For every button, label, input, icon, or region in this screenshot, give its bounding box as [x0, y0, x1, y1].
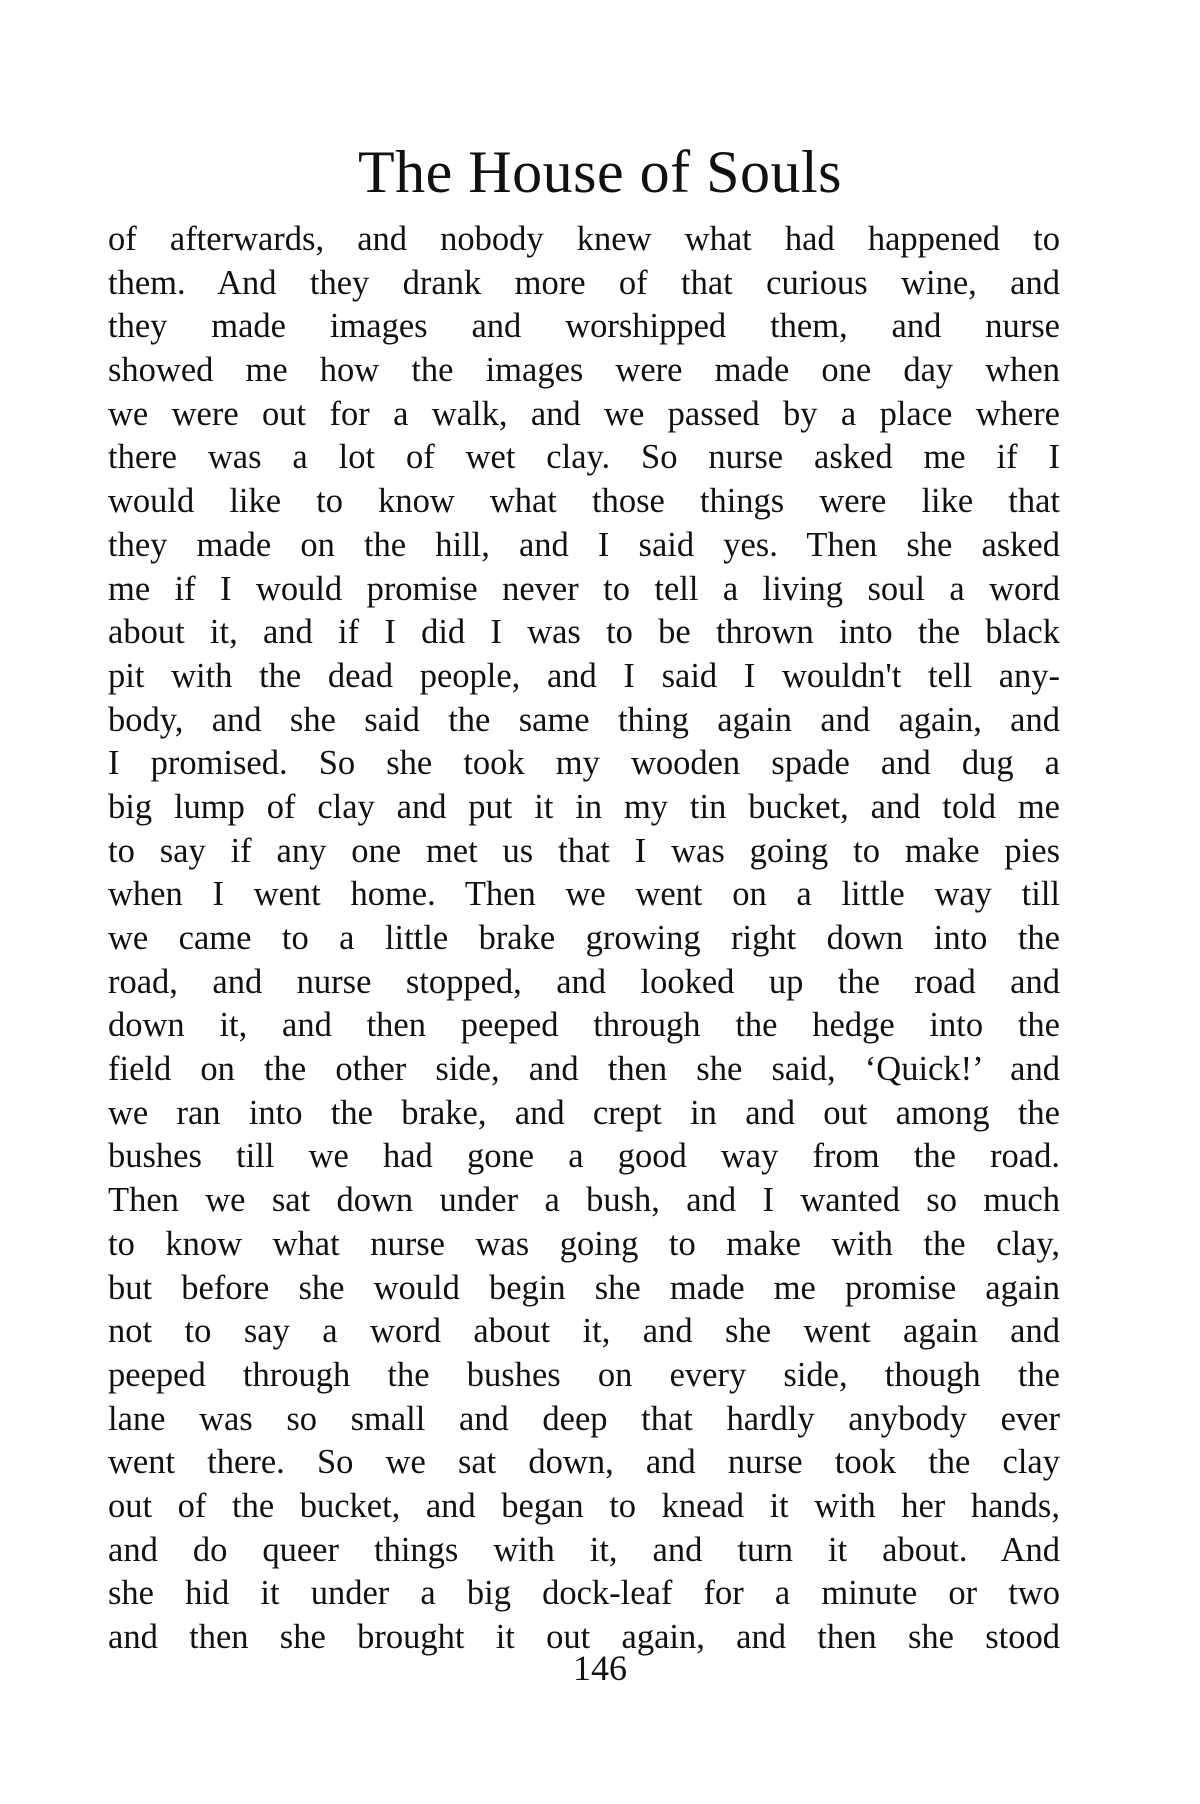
text-line: when I went home. Then we went on a little way till	[108, 875, 1060, 914]
text-line: she hid it under a big dock-leaf for a minute or two	[108, 1574, 1060, 1613]
text-line: we ran into the brake, and crept in and out among the	[108, 1093, 1060, 1132]
text-line: body, and she said the same thing again and again, and	[108, 700, 1060, 739]
text-line: Then we sat down under a bush, and I wanted so much	[108, 1181, 1060, 1220]
text-line: and then she brought it out again, and then she stood	[108, 1618, 1060, 1656]
text-line: there was a lot of wet clay. So nurse asked me if I	[108, 438, 1060, 477]
text-line: to say if any one met us that I was going to make pies	[108, 831, 1060, 870]
text-line: we came to a little brake growing right down into the	[108, 919, 1060, 957]
text-line: would like to know what those things were like that	[108, 482, 1060, 521]
text-line: we were out for a walk, and we passed by a place where	[108, 394, 1060, 433]
text-line: field on the other side, and then she said, ‘Quick!’ and	[108, 1050, 1060, 1089]
text-line: of afterwards, and nobody knew what had happened to	[108, 220, 1060, 258]
page-number: 146	[573, 1648, 627, 1688]
text-line: about it, and if I did I was to be thrown into the black	[108, 613, 1060, 652]
text-line: peeped through the bushes on every side, though the	[108, 1355, 1060, 1394]
text-line: out of the bucket, and began to knead it with her hands,	[108, 1486, 1060, 1525]
text-line: I promised. So she took my wooden spade and dug a	[108, 744, 1060, 783]
text-line: they made on the hill, and I said yes. Then she asked	[108, 525, 1060, 564]
text-line: bushes till we had gone a good way from the road.	[108, 1137, 1060, 1176]
text-line: they made images and worshipped them, and nurse	[108, 307, 1060, 346]
text-line: road, and nurse stopped, and looked up the road and	[108, 962, 1060, 1001]
running-head-title: The House of Souls	[358, 139, 842, 205]
text-line: to know what nurse was going to make with the clay,	[108, 1224, 1060, 1263]
text-line: went there. So we sat down, and nurse took the clay	[108, 1443, 1060, 1482]
text-line: not to say a word about it, and she went again and	[108, 1312, 1060, 1351]
text-line: big lump of clay and put it in my tin bucket, and told me	[108, 787, 1060, 826]
text-line: pit with the dead people, and I said I wouldn't tell any-	[108, 656, 1060, 695]
body-text	[108, 218, 1060, 1660]
text-line: them. And they drank more of that curious wine, and	[108, 263, 1060, 302]
text-line: down it, and then peeped through the hedge into the	[108, 1006, 1060, 1045]
text-line: me if I would promise never to tell a living soul a word	[108, 569, 1060, 608]
text-line: showed me how the images were made one day when	[108, 351, 1060, 390]
text-line: lane was so small and deep that hardly anybody ever	[108, 1399, 1060, 1438]
text-line: and do queer things with it, and turn it about. And	[108, 1530, 1060, 1569]
text-line: but before she would begin she made me promise again	[108, 1268, 1060, 1307]
